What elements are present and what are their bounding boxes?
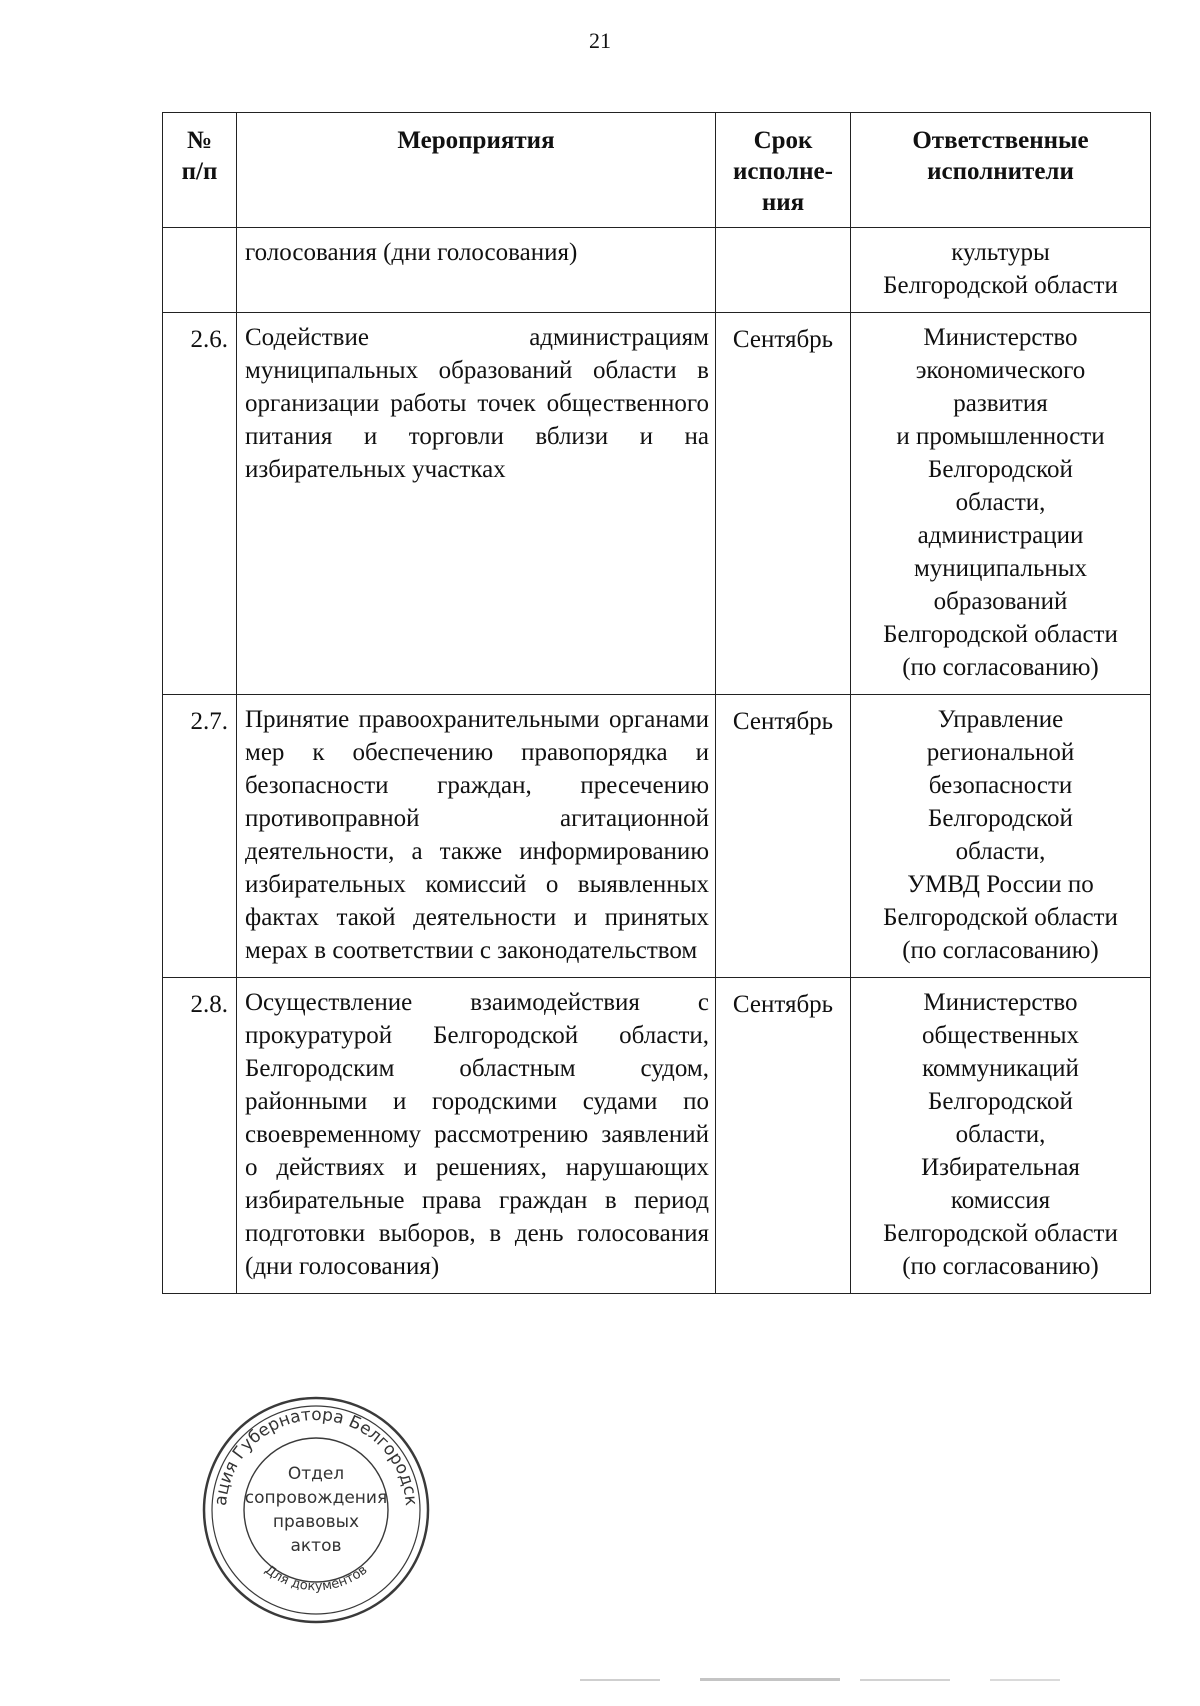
cell-responsible-line: Министерство xyxy=(923,324,1078,351)
header-num-line: № xyxy=(186,127,213,154)
cell-number xyxy=(163,228,237,313)
cell-responsible-line: области, xyxy=(955,1121,1046,1148)
table-header-row xyxy=(163,113,1151,228)
header-num-line: п/п xyxy=(181,158,218,185)
cell-responsible-line: развития xyxy=(953,390,1048,417)
events-table xyxy=(162,112,1151,1294)
stamp-center-line: сопровождения xyxy=(244,1488,388,1508)
cell-responsible-line: (по согласованию) xyxy=(902,654,1099,681)
page-number: 21 xyxy=(589,28,611,53)
header-resp-line: Ответственные xyxy=(912,127,1089,154)
cell-responsible-line: области, xyxy=(955,489,1046,516)
table-row xyxy=(163,978,1151,1294)
official-stamp xyxy=(196,1390,436,1630)
header-num xyxy=(163,113,237,228)
stamp-ring-bottom-text: Для документов xyxy=(261,1562,371,1595)
cell-number: 2.8. xyxy=(163,978,237,1294)
cell-responsible-line: комиссия xyxy=(950,1187,1051,1214)
cell-term xyxy=(716,228,851,313)
cell-responsible-line: коммуникаций xyxy=(922,1055,1079,1082)
cell-responsible-line: общественных xyxy=(921,1022,1080,1049)
header-event-line: Мероприятия xyxy=(397,127,555,154)
cell-responsible-line: Управление xyxy=(937,706,1064,733)
header-term xyxy=(716,113,851,228)
stamp-center-line: Отдел xyxy=(287,1464,345,1484)
cell-term: Сентябрь xyxy=(716,313,851,695)
table-body xyxy=(163,228,1151,1294)
cell-event xyxy=(237,695,716,978)
cell-event xyxy=(237,313,716,695)
header-event xyxy=(237,113,716,228)
cell-responsible xyxy=(851,978,1151,1294)
stamp-center-line: актов xyxy=(290,1536,342,1556)
stamp-center-line: правовых xyxy=(272,1512,360,1532)
cell-event-text: Принятие правоохранительными органами мер к обеспечению правопорядка и безопасности граждан, пресечению противоправной агитационной деятельности, а также информированию избирательных комиссий о выявленных фактах такой деятельности и принятых мерах в соответствии с законодательством xyxy=(245,706,709,964)
header-term-line: исполне- xyxy=(733,158,833,185)
cell-responsible-line: Министерство xyxy=(923,989,1078,1016)
cell-responsible-line: Избирательная xyxy=(921,1154,1080,1181)
cell-responsible-line: экономического xyxy=(915,357,1086,384)
cell-responsible xyxy=(851,695,1151,978)
cell-event xyxy=(237,978,716,1294)
cell-responsible-line: Белгородской xyxy=(928,805,1073,832)
cell-responsible-line: Белгородской xyxy=(928,1088,1073,1115)
cell-event xyxy=(237,228,716,313)
cell-responsible-line: администрации xyxy=(917,522,1084,549)
table-row xyxy=(163,313,1151,695)
stamp-ring-top-text: ация Губернатора Белгородск xyxy=(211,1404,421,1507)
cell-responsible-line: безопасности xyxy=(928,772,1073,799)
stamp-center-text xyxy=(196,1462,436,1558)
cell-responsible-line: (по согласованию) xyxy=(902,1253,1099,1280)
cell-event-text: Содействие администрациям муниципальных образований области в организации работы точек общественного питания и торговли вблизи и на избирательных участках xyxy=(245,324,709,483)
cell-responsible-line: УМВД России по xyxy=(907,871,1094,898)
cell-number: 2.7. xyxy=(163,695,237,978)
cell-responsible-line: Белгородской области xyxy=(883,904,1118,931)
cell-number: 2.6. xyxy=(163,313,237,695)
cell-responsible xyxy=(851,313,1151,695)
cell-responsible-line: Белгородской области xyxy=(883,621,1118,648)
cell-responsible-line: муниципальных xyxy=(913,555,1088,582)
cell-responsible-line: области, xyxy=(955,838,1046,865)
table-row xyxy=(163,695,1151,978)
cell-responsible-line: Белгородской xyxy=(928,456,1073,483)
cell-responsible xyxy=(851,228,1151,313)
cell-responsible-line: региональной xyxy=(926,739,1075,766)
header-resp xyxy=(851,113,1151,228)
cell-responsible-line: Белгородской области xyxy=(883,272,1118,299)
cell-responsible-line: культуры xyxy=(951,239,1050,266)
cell-term: Сентябрь xyxy=(716,978,851,1294)
cell-responsible-line: образований xyxy=(933,588,1068,615)
cell-responsible-line: Белгородской области xyxy=(883,1220,1118,1247)
cell-responsible-line: и промышленности xyxy=(896,423,1105,450)
header-resp-line: исполнители xyxy=(927,158,1074,185)
cell-event-text: голосования (дни голосования) xyxy=(245,239,578,266)
header-term-line: ния xyxy=(761,189,805,216)
table-row xyxy=(163,228,1151,313)
scan-noise-strip xyxy=(470,1676,1170,1684)
cell-event-text: Осуществление взаимодействия с прокуратурой Белгородской области, Белгородским областным судом, районными и городскими судами по своевременному рассмотрению заявлений о действиях и решениях, нарушающих избирательные права граждан в период подготовки выборов, в день голосования (дни голосования) xyxy=(245,989,709,1280)
header-term-line: Срок xyxy=(753,127,813,154)
cell-term: Сентябрь xyxy=(716,695,851,978)
cell-responsible-line: (по согласованию) xyxy=(902,937,1099,964)
